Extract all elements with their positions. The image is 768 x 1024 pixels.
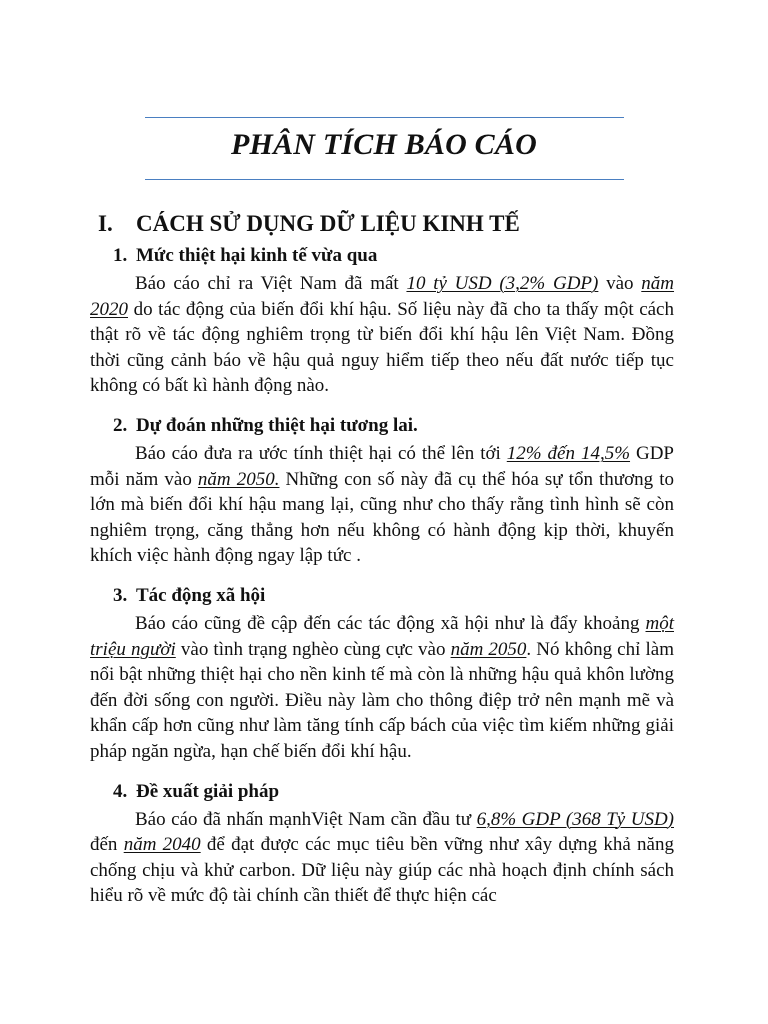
subheading-number: 4. [113, 780, 128, 802]
text: vào [598, 273, 642, 294]
subheading-number: 1. [113, 245, 128, 266]
text: vào tình trạng nghèo cùng cực vào [175, 638, 451, 660]
subheading-title: Mức thiệt hại kinh tế vừa qua [136, 245, 378, 266]
subheading-title: Dự đoán những thiệt hại tương lai. [136, 414, 418, 436]
title-bottom-rule [145, 179, 624, 180]
paragraph-4 [90, 807, 674, 909]
text: GDP mỗi năm vào [90, 442, 675, 490]
text: Những con số này đã cụ thể hóa sự tổn thương to lớn mà biến đổi khí hậu mang lại, cũng như cho thấy rằng tình hình sẽ còn nghiêm trọng, căng thẳng hơn nếu không có hành động kịp thời, khuyến khích việc hành động ngay lập tức . [90, 468, 674, 567]
document-title: PHÂN TÍCH BÁO CÁO [231, 128, 537, 161]
text: . Nó không chỉ làm nổi bật những thiệt hại cho nền kinh tế mà còn là những hậu quả khôn lường đến đời sống con người. Điều này làm cho thông điệp trở nên mạnh mẽ và khẩn cấp hơn cũng như làm tăng tính cấp bách của việc tìm kiếm những giải pháp ngăn ngừa, hạn chế biến đổi khí hậu. [90, 638, 674, 762]
subheading-2 [90, 411, 674, 441]
document-body [90, 203, 674, 909]
highlight-figure: 6,8% GDP (368 Tỷ USD) [476, 808, 674, 830]
subheading-number: 2. [113, 414, 128, 436]
section-number: I. [98, 211, 113, 236]
highlight-year: năm 2050 [450, 638, 527, 660]
subheading-4 [90, 777, 674, 807]
highlight-figure: 12% đến 14,5% [506, 442, 631, 464]
text: Báo cáo đã nhấn mạnhViệt Nam cần đầu tư [135, 808, 477, 830]
text: Báo cáo cũng đề cập đến các tác động xã hội như là đẩy khoảng [135, 612, 646, 634]
section-heading [90, 207, 674, 241]
subheading-title: Đề xuất giải pháp [136, 780, 280, 802]
paragraph-3 [90, 611, 674, 765]
subheading-1 [90, 241, 674, 271]
text: do tác động của biến đổi khí hậu. Số liệu này đã cho ta thấy một cách thật rõ về tác động nghiêm trọng từ biến đổi khí hậu lên Việt Nam. Đồng thời cũng cảnh báo về hậu quả nguy hiểm tiếp theo nếu đất nước tiếp tục không có bất kì hành động nào. [90, 298, 674, 397]
text: đến [90, 834, 124, 856]
subheading-number: 3. [113, 584, 128, 606]
highlight-figure: 10 tỷ USD (3,2% GDP) [406, 273, 599, 294]
text: Báo cáo chỉ ra Việt Nam đã mất [135, 273, 407, 294]
text: để đạt được các mục tiêu bền vững như xây dựng khả năng chống chịu và khử carbon. Dữ liệu này giúp các nhà hoạch định chính sách hiểu rõ về mức độ tài chính cần thiết để thực hiện các [90, 834, 674, 907]
highlight-year: năm 2020 [90, 273, 675, 320]
highlight-figure: một triệu người [90, 612, 674, 660]
subheading-3 [90, 581, 674, 611]
highlight-year: năm 2050. [197, 468, 280, 490]
highlight-year: năm 2040 [123, 834, 201, 856]
section-title: CÁCH SỬ DỤNG DỮ LIỆU KINH TẾ [136, 211, 520, 236]
paragraph-1 [90, 271, 674, 399]
text: Báo cáo đưa ra ước tính thiệt hại có thể lên tới [135, 442, 507, 464]
paragraph-2 [90, 441, 674, 569]
subheading-title: Tác động xã hội [136, 584, 266, 606]
title-top-rule [145, 117, 624, 118]
